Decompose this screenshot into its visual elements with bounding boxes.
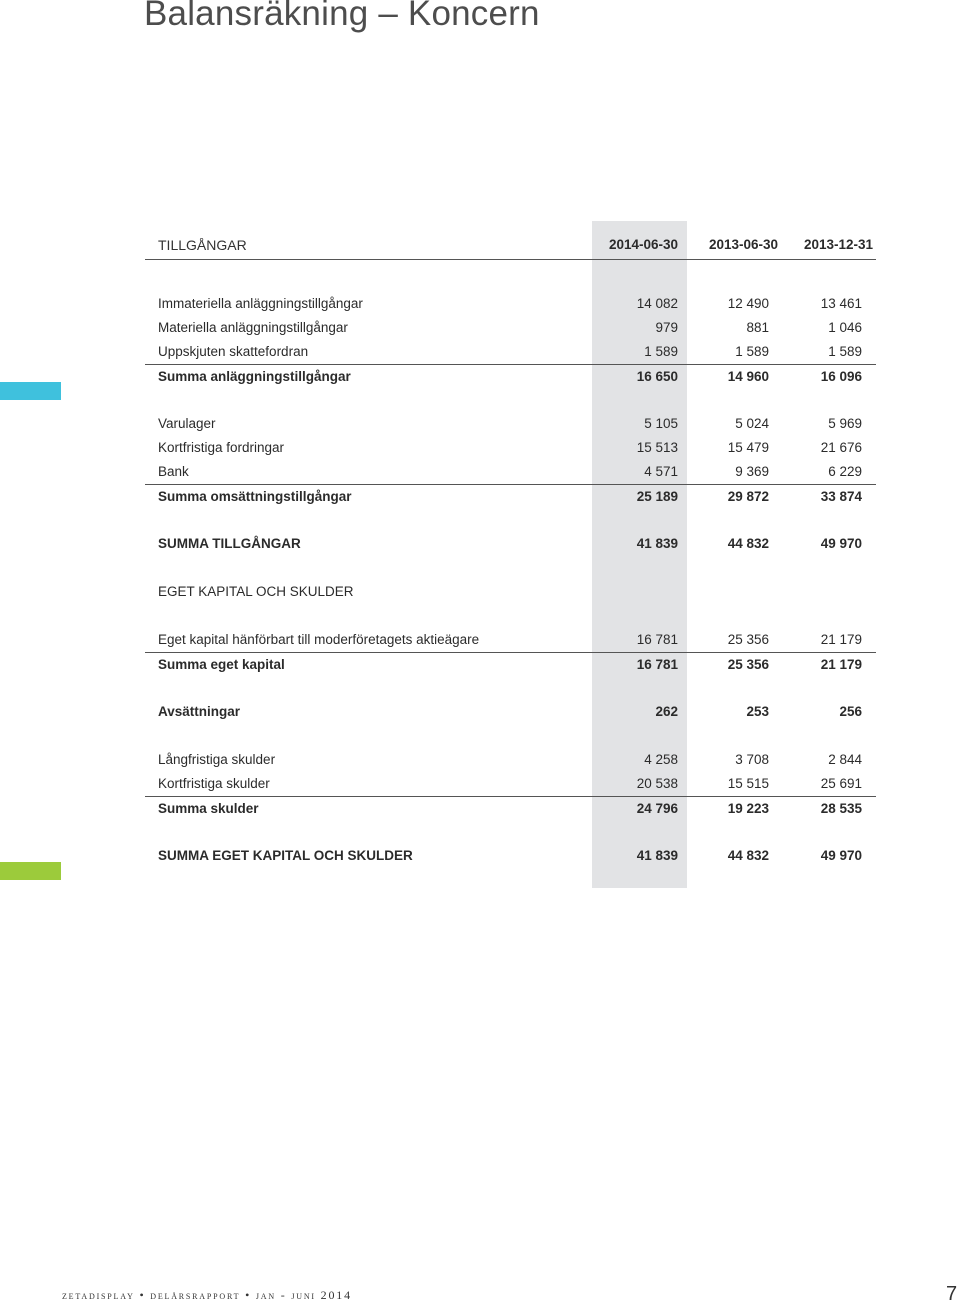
row-label: Materiella anläggningstillgångar	[158, 320, 348, 335]
cell-2013-12-31: 1 589	[828, 344, 862, 359]
cell-2014-06-30: 25 189	[636, 489, 678, 504]
cell-2014-06-30: 41 839	[636, 848, 678, 863]
accent-bar-blue	[0, 382, 61, 400]
table-header	[145, 233, 876, 257]
page-title: Balansräkning – Koncern	[144, 0, 540, 33]
footer-text: zetadisplay • delårsrapport • jan - juni 2014	[62, 1288, 352, 1302]
cell-2013-06-30: 25 356	[727, 632, 769, 647]
table-row	[145, 460, 876, 484]
cell-2013-12-31: 33 874	[820, 489, 862, 504]
cell-2013-06-30: 44 832	[727, 848, 769, 863]
section-heading-assets: TILLGÅNGAR	[158, 237, 247, 253]
row-label: Varulager	[158, 416, 216, 431]
row-label: Eget kapital hänförbart till moderföretagets aktieägare	[158, 632, 480, 647]
cell-2013-12-31: 1 046	[828, 320, 862, 335]
table-row	[145, 316, 876, 340]
cell-2013-12-31: 49 970	[820, 848, 862, 863]
section-heading-equity-liabilities: EGET KAPITAL OCH SKULDER	[158, 584, 354, 599]
table-row	[145, 412, 876, 436]
subtotal-row	[145, 796, 876, 821]
cell-2013-12-31: 5 969	[828, 416, 862, 431]
cell-2013-06-30: 19 223	[727, 801, 769, 816]
row-label: Avsättningar	[158, 704, 241, 719]
row-label: Summa anläggningstillgångar	[158, 369, 351, 384]
table-row	[145, 700, 876, 724]
table-row	[145, 436, 876, 460]
column-header-2013-12-31: 2013-12-31	[803, 237, 873, 252]
cell-2013-06-30: 15 479	[727, 440, 769, 455]
page-number: 7	[946, 1283, 958, 1305]
table-row	[145, 772, 876, 796]
cell-2014-06-30: 979	[655, 320, 678, 335]
row-label: Långfristiga skulder	[158, 752, 276, 767]
table-row	[145, 340, 876, 364]
cell-2013-06-30: 44 832	[727, 536, 769, 551]
row-label: Immateriella anläggningstillgångar	[158, 296, 363, 311]
table-row	[145, 292, 876, 316]
cell-2013-06-30: 881	[746, 320, 769, 335]
row-label: Summa omsättningstillgångar	[158, 489, 352, 504]
cell-2013-06-30: 253	[746, 704, 769, 719]
subtotal-row	[145, 484, 876, 509]
section-heading-row	[145, 580, 876, 604]
cell-2014-06-30: 4 258	[644, 752, 678, 767]
row-label: Summa eget kapital	[158, 657, 285, 672]
cell-2014-06-30: 20 538	[636, 776, 678, 791]
row-label: Kortfristiga skulder	[158, 776, 270, 791]
row-label: SUMMA EGET KAPITAL OCH SKULDER	[158, 848, 413, 863]
subtotal-row	[145, 652, 876, 677]
cell-2014-06-30: 4 571	[644, 464, 678, 479]
table-row	[145, 748, 876, 772]
cell-2013-12-31: 13 461	[820, 296, 862, 311]
cell-2013-12-31: 28 535	[820, 801, 862, 816]
row-label: Bank	[158, 464, 189, 479]
cell-2014-06-30: 16 781	[636, 657, 678, 672]
row-label: Uppskjuten skattefordran	[158, 344, 309, 359]
total-row	[145, 532, 876, 556]
cell-2014-06-30: 5 105	[644, 416, 678, 431]
total-row	[145, 844, 876, 868]
cell-2014-06-30: 15 513	[636, 440, 678, 455]
cell-2013-06-30: 25 356	[727, 657, 769, 672]
cell-2013-12-31: 256	[839, 704, 862, 719]
cell-2013-12-31: 21 179	[820, 657, 862, 672]
cell-2013-06-30: 9 369	[735, 464, 769, 479]
cell-2014-06-30: 41 839	[636, 536, 678, 551]
cell-2013-06-30: 1 589	[735, 344, 769, 359]
cell-2013-06-30: 3 708	[735, 752, 769, 767]
cell-2014-06-30: 262	[655, 704, 678, 719]
cell-2013-06-30: 12 490	[727, 296, 769, 311]
column-header-2014-06-30: 2014-06-30	[608, 237, 678, 252]
cell-2013-12-31: 21 676	[820, 440, 862, 455]
row-label: SUMMA TILLGÅNGAR	[158, 536, 301, 551]
cell-2013-06-30: 5 024	[735, 416, 769, 431]
cell-2013-12-31: 16 096	[820, 369, 862, 384]
cell-2013-12-31: 25 691	[820, 776, 862, 791]
cell-2014-06-30: 1 589	[644, 344, 678, 359]
row-label: Summa skulder	[158, 801, 259, 816]
column-header-2013-06-30: 2013-06-30	[708, 237, 778, 252]
header-divider	[145, 259, 876, 260]
cell-2014-06-30: 16 781	[636, 632, 678, 647]
cell-2014-06-30: 24 796	[636, 801, 678, 816]
subtotal-row	[145, 364, 876, 389]
cell-2013-06-30: 15 515	[727, 776, 769, 791]
cell-2013-06-30: 29 872	[727, 489, 769, 504]
cell-2013-12-31: 21 179	[820, 632, 862, 647]
accent-bar-green	[0, 862, 61, 880]
cell-2014-06-30: 14 082	[636, 296, 678, 311]
cell-2013-12-31: 6 229	[828, 464, 862, 479]
cell-2013-06-30: 14 960	[727, 369, 769, 384]
cell-2014-06-30: 16 650	[636, 369, 678, 384]
row-label: Kortfristiga fordringar	[158, 440, 285, 455]
table-row	[145, 628, 876, 652]
cell-2013-12-31: 2 844	[828, 752, 862, 767]
cell-2013-12-31: 49 970	[820, 536, 862, 551]
